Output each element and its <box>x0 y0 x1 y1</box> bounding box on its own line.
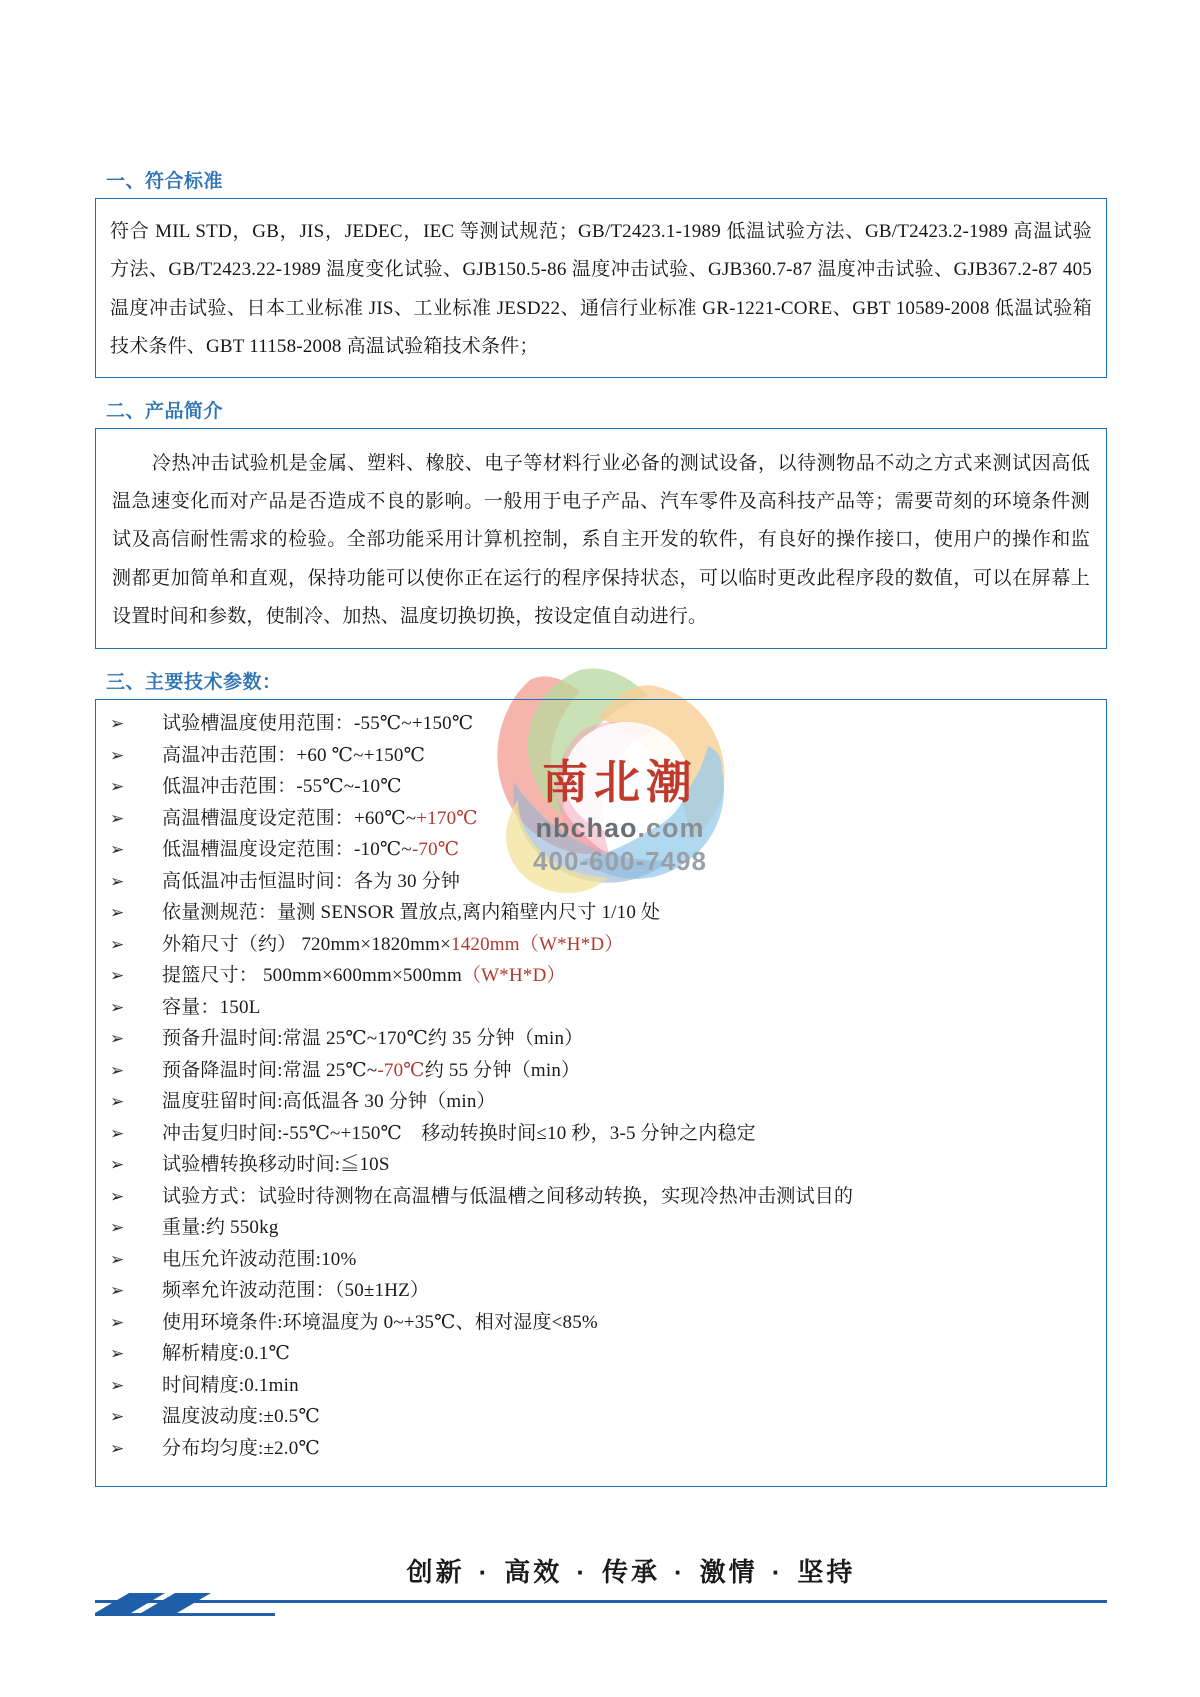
spec-list-item <box>104 966 1098 985</box>
bullet-arrow-icon: ➢ <box>110 997 125 1018</box>
bullet-arrow-icon: ➢ <box>110 1186 125 1207</box>
footer-slogan <box>95 1552 1107 1589</box>
section-heading-standards: 一、符合标准 <box>106 171 224 192</box>
spec-list-item-text: 高温冲击范围：+60 ℃~+150℃ <box>162 744 426 766</box>
spec-list-item <box>104 1187 1098 1206</box>
spec-list-item <box>104 1155 1098 1174</box>
spec-list-item-text: 高温槽温度设定范围：+60℃~+170℃ <box>162 807 478 829</box>
spec-list-item <box>104 1376 1098 1395</box>
bullet-arrow-icon: ➢ <box>110 840 125 861</box>
spec-list <box>104 714 1098 1458</box>
bullet-arrow-icon: ➢ <box>110 1407 125 1428</box>
spec-list-item-text: 使用环境条件:环境温度为 0~+35℃、相对湿度<85% <box>162 1311 598 1333</box>
bullet-arrow-icon: ➢ <box>110 745 125 766</box>
footer-slogan-separator: · <box>576 1557 588 1587</box>
spec-list-item-text: 试验槽转换移动时间:≦10S <box>162 1154 390 1176</box>
footer-slogan-word: 坚持 <box>797 1557 856 1587</box>
spec-list-item <box>104 1313 1098 1332</box>
spec-list-item <box>104 1061 1098 1080</box>
footer-slogan-separator: · <box>771 1557 784 1587</box>
section-heading-intro: 二、产品简介 <box>106 400 224 422</box>
spec-list-item <box>104 714 1098 733</box>
spec-list-item <box>104 746 1098 765</box>
spec-list-item <box>104 1344 1098 1363</box>
spec-list-item <box>104 1407 1098 1426</box>
spec-list-item <box>104 809 1098 828</box>
spec-list-item-text: 分布均匀度:±2.0℃ <box>162 1437 320 1459</box>
spec-list-item-text: 重量:约 550kg <box>162 1217 279 1239</box>
footer-chevron-icon <box>95 1593 275 1619</box>
footer-rule <box>95 1595 1107 1615</box>
spec-list-item-text: 电压允许波动范围:10% <box>162 1248 357 1270</box>
spec-list-item-text: 解析精度:0.1℃ <box>162 1343 291 1365</box>
spec-list-item-text: 预备升温时间:常温 25℃~170℃约 35 分钟（min） <box>162 1028 584 1050</box>
footer-slogan-word: 创新 <box>406 1557 465 1587</box>
spec-list-item <box>104 777 1098 796</box>
spec-list-item <box>104 903 1098 922</box>
spec-list-item-text: 提篮尺寸： 500mm×600mm×500mm（W*H*D） <box>162 965 566 987</box>
bullet-arrow-icon: ➢ <box>110 1092 125 1113</box>
spec-list-item <box>104 1250 1098 1269</box>
spec-list-item-text: 时间精度:0.1min <box>162 1374 299 1396</box>
spec-list-item-text: 高低温冲击恒温时间：各为 30 分钟 <box>162 870 461 892</box>
spec-list-item <box>104 1218 1098 1237</box>
spec-list-item-text: 试验方式：试验时待测物在高温槽与低温槽之间移动转换，实现冷热冲击测试目的 <box>162 1185 854 1207</box>
bullet-arrow-icon: ➢ <box>110 1375 125 1396</box>
spec-list-item-text: 频率允许波动范围：（50±1HZ） <box>162 1280 430 1302</box>
bullet-arrow-icon: ➢ <box>110 777 125 798</box>
bullet-arrow-icon: ➢ <box>110 1249 125 1270</box>
spec-list-item <box>104 872 1098 891</box>
spec-list-item-text: 容量：150L <box>162 996 261 1018</box>
bullet-arrow-icon: ➢ <box>110 1218 125 1239</box>
spec-list-item-text: 冲击复归时间:-55℃~+150℃ 移动转换时间≤10 秒，3-5 分钟之内稳定 <box>162 1122 756 1144</box>
spec-list-item-text: 试验槽温度使用范围：-55℃~+150℃ <box>162 713 474 735</box>
spec-list-item-text: 温度波动度:±0.5℃ <box>162 1406 320 1428</box>
spec-list-item-text: 预备降温时间:常温 25℃~-70℃约 55 分钟（min） <box>162 1059 581 1081</box>
spec-list-item <box>104 1439 1098 1458</box>
spec-list-item <box>104 1124 1098 1143</box>
page-footer <box>95 1552 1107 1642</box>
spec-list-item <box>104 1029 1098 1048</box>
footer-slogan-word: 激情 <box>699 1557 758 1587</box>
bullet-arrow-icon: ➢ <box>110 714 125 735</box>
bullet-arrow-icon: ➢ <box>110 903 125 924</box>
bullet-arrow-icon: ➢ <box>110 808 125 829</box>
spec-list-item <box>104 840 1098 859</box>
section-box-standards <box>95 198 1107 378</box>
spec-list-item <box>104 1281 1098 1300</box>
spec-list-item <box>104 1092 1098 1111</box>
footer-slogan-separator: · <box>674 1557 686 1587</box>
intro-paragraph: 冷热冲击试验机是金属、塑料、橡胶、电子等材料行业必备的测试设备，以待测物品不动之方式来测试因高低温急速变化而对产品是否造成不良的影响。一般用于电子产品、汽车零件及高科技产品等；需要苛刻的环境条件测试及高信耐性需求的检验。全部功能采用计算机控制，系自主开发的软件，有良好的操作接口，使用户的操作和监测都更加简单和直观，保持功能可以使你正在运行的程序保持状态，可以临时更改此程序段的数值，可以在屏幕上设置时间和参数，使制冷、加热、温度切换切换，按设定值自动进行。 <box>112 452 1090 627</box>
footer-slogan-word: 传承 <box>601 1557 660 1587</box>
watermark-brand-cn: 南北潮 <box>542 757 698 808</box>
bullet-arrow-icon: ➢ <box>110 1312 125 1333</box>
footer-slogan-separator: · <box>478 1557 491 1587</box>
bullet-arrow-icon: ➢ <box>110 966 125 987</box>
spec-list-item-text: 外箱尺寸（约） 720mm×1820mm×1420mm（W*H*D） <box>162 933 624 955</box>
bullet-arrow-icon: ➢ <box>110 1438 125 1459</box>
standards-paragraph: 符合 MIL STD，GB，JIS，JEDEC，IEC 等测试规范；GB/T2423.1-1989 低温试验方法、GB/T2423.2-1989 高温试验方法、GB/T2423.22-1989 温度变化试验、GJB150.5-86 温度冲击试验、GJB360.7-87 温度冲击试验、GJB367.2-87 405 温度冲击试验、日本工业标准 JIS、工业标准 JESD22、通信行业标准 GR-1221-CORE、GBT 10589-2008 低温试验箱技术条件、GBT 11158-2008 高温试验箱技术条件； <box>110 221 1092 358</box>
footer-slogan-word: 高效 <box>504 1557 563 1587</box>
spec-list-item-text: 温度驻留时间:高低温各 30 分钟（min） <box>162 1091 496 1113</box>
spec-list-item-text: 依量测规范：量测 SENSOR 置放点,离内箱壁内尺寸 1/10 处 <box>162 902 661 924</box>
section-heading-specs: 三、主要技术参数： <box>106 672 282 694</box>
bullet-arrow-icon: ➢ <box>110 934 125 955</box>
watermark-phone: 400-600-7498 <box>533 846 707 876</box>
spec-list-item <box>104 998 1098 1017</box>
bullet-arrow-icon: ➢ <box>110 1281 125 1302</box>
section-box-specs <box>95 699 1107 1487</box>
watermark-domain-bold: nbchao <box>535 813 638 843</box>
bullet-arrow-icon: ➢ <box>110 1060 125 1081</box>
section-box-intro <box>95 428 1107 650</box>
bullet-arrow-icon: ➢ <box>110 1155 125 1176</box>
bullet-arrow-icon: ➢ <box>110 1029 125 1050</box>
spec-list-item-text: 低温槽温度设定范围：-10℃~-70℃ <box>162 839 460 861</box>
document-content <box>95 0 1107 1487</box>
bullet-arrow-icon: ➢ <box>110 1344 125 1365</box>
spec-list-item-text: 低温冲击范围：-55℃~-10℃ <box>162 776 402 798</box>
bullet-arrow-icon: ➢ <box>110 871 125 892</box>
spec-list-item <box>104 935 1098 954</box>
bullet-arrow-icon: ➢ <box>110 1123 125 1144</box>
watermark-domain-tld: .com <box>637 813 705 843</box>
